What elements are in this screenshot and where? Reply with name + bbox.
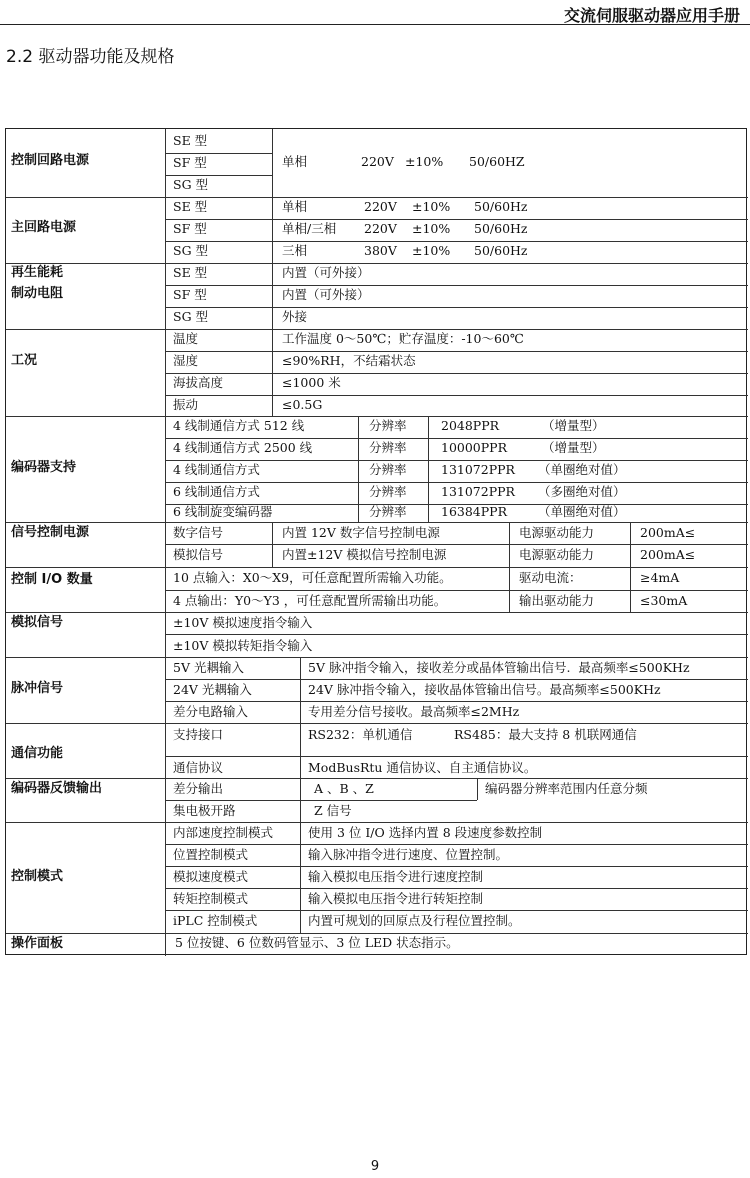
table-rule-v <box>272 329 273 416</box>
table-cell: 16384PPR <box>441 504 507 519</box>
table-cell: 2048PPR <box>441 418 500 433</box>
table-cell: iPLC 控制模式 <box>173 913 258 928</box>
table-rule-v <box>165 129 166 956</box>
table-cell: 电源驱动能力 <box>519 525 595 540</box>
table-cell: 380V <box>364 243 397 258</box>
table-cell: 电源驱动能力 <box>519 547 595 562</box>
table-rule-h <box>6 723 748 724</box>
table-cell: 分辨率 <box>369 440 407 455</box>
table-cell: 内置±12V 模拟信号控制电源 <box>282 547 447 562</box>
table-cell: 5V 脉冲指令输入，接收差分或晶体管输出信号. 最高频率≤500KHz <box>308 660 690 675</box>
table-cell: 分辨率 <box>369 418 407 433</box>
table-rule-h <box>6 416 748 417</box>
table-cell: 50/60Hz <box>474 199 528 214</box>
table-cell: SF 型 <box>173 221 207 236</box>
page-header <box>0 0 750 25</box>
table-rule-h <box>165 438 748 439</box>
table-rule-h <box>165 866 748 867</box>
manual-title: 交流伺服驱动器应用手册 <box>563 6 740 25</box>
table-cell: 单相 <box>282 154 308 169</box>
table-rule-h <box>165 307 748 308</box>
table-rule-h <box>165 888 748 889</box>
table-cell: 振动 <box>173 397 199 412</box>
table-cell: SF 型 <box>173 287 207 302</box>
table-rule-v <box>272 129 273 329</box>
table-cell: 10 点输入：X0～X9，可任意配置所需输入功能。 <box>173 570 452 585</box>
table-cell: 单相/三相 <box>282 221 337 236</box>
table-cell: 24V 脉冲指令输入，接收晶体管输出信号。最高频率≤500KHz <box>308 682 661 697</box>
table-cell: 支持接口 <box>173 727 224 742</box>
table-rule-h <box>165 679 748 680</box>
section-title: 2.2 驱动器功能及规格 <box>6 47 175 67</box>
table-rule-h <box>165 241 748 242</box>
table-cell: （多圈绝对值） <box>538 484 626 499</box>
table-cell: RS485：最大支持 8 机联网通信 <box>454 727 637 742</box>
table-cell: 单相 <box>282 199 308 214</box>
table-rule-h <box>165 701 748 702</box>
table-cell: 位置控制模式 <box>173 847 249 862</box>
table-cell: 使用 3 位 I/O 选择内置 8 段速度参数控制 <box>308 825 543 840</box>
table-cell: 输入脉冲指令进行速度、位置控制。 <box>308 847 509 862</box>
table-cell: （增量型） <box>542 418 605 433</box>
table-rule-h <box>165 756 748 757</box>
category-label: 信号控制电源 <box>11 525 90 540</box>
table-cell: SG 型 <box>173 243 209 258</box>
table-rule-v <box>272 522 273 567</box>
category-label: 控制回路电源 <box>11 153 90 168</box>
category-label: 工况 <box>11 353 38 368</box>
table-cell: 4 线制通信方式 <box>173 462 260 477</box>
table-rule-h <box>165 544 748 545</box>
table-rule-h <box>6 197 748 198</box>
table-rule-v <box>630 567 631 612</box>
table-cell: 4 点输出：Y0～Y3 ，可任意配置所需输出功能。 <box>173 593 447 608</box>
table-cell: 分辨率 <box>369 462 407 477</box>
table-cell: 海拔高度 <box>173 375 224 390</box>
table-cell: 10000PPR <box>441 440 507 455</box>
table-rule-h <box>165 634 748 635</box>
table-cell: ±10% <box>412 199 451 214</box>
table-cell: 5 位按键、6 位数码管显示、3 位 LED 状态指示。 <box>175 935 459 950</box>
table-cell: 输出驱动能力 <box>519 593 595 608</box>
table-cell: 131072PPR <box>441 462 515 477</box>
table-cell: 外接 <box>282 309 308 324</box>
table-cell: 湿度 <box>173 353 199 368</box>
table-rule-v <box>509 567 510 612</box>
table-cell: 输入模拟电压指令进行转矩控制 <box>308 891 484 906</box>
table-rule-h <box>165 482 748 483</box>
table-rule-h <box>6 778 748 779</box>
table-rule-h <box>165 351 748 352</box>
table-cell: 分辨率 <box>369 504 407 519</box>
table-rule-v <box>428 416 429 522</box>
table-cell: 200mA≤ <box>640 547 696 562</box>
table-cell: 内部速度控制模式 <box>173 825 274 840</box>
table-cell: SG 型 <box>173 309 209 324</box>
table-rule-h <box>6 567 748 568</box>
table-cell: ±10V 模拟转矩指令输入 <box>173 638 313 653</box>
table-cell: 5V 光耦输入 <box>173 660 244 675</box>
table-rule-h <box>6 612 748 613</box>
table-rule-h <box>165 395 748 396</box>
table-rule-h <box>6 657 748 658</box>
table-cell: SF 型 <box>173 155 207 170</box>
table-cell: ≤0.5G <box>282 397 323 412</box>
table-rule-h <box>165 910 748 911</box>
category-label: 编码器支持 <box>11 460 77 475</box>
table-cell: 转矩控制模式 <box>173 891 249 906</box>
table-cell: 131072PPR <box>441 484 515 499</box>
table-cell: 模拟信号 <box>173 547 224 562</box>
category-label: 控制 I/O 数量 <box>11 572 93 587</box>
table-rule-h <box>6 263 748 264</box>
table-rule-h <box>165 175 272 176</box>
table-rule-h <box>6 822 748 823</box>
table-rule-v <box>300 822 301 933</box>
table-cell: 内置（可外接） <box>282 287 370 302</box>
table-cell: 模拟速度模式 <box>173 869 249 884</box>
table-cell: 50/60Hz <box>474 243 528 258</box>
table-cell: 220V <box>364 221 397 236</box>
table-cell: 220V <box>364 199 397 214</box>
table-rule-h <box>6 933 748 934</box>
table-rule-v <box>300 778 301 822</box>
category-label: 脉冲信号 <box>11 681 64 696</box>
table-cell: 差分输出 <box>173 781 224 796</box>
category-label: 主回路电源 <box>11 220 77 235</box>
table-cell: 编码器分辨率范围内任意分频 <box>485 781 648 796</box>
table-cell: A 、B 、Z <box>314 781 374 796</box>
table-cell: 内置可规划的回原点及行程位置控制。 <box>308 913 521 928</box>
table-cell: （单圈绝对值） <box>538 462 626 477</box>
table-rule-v <box>477 778 478 800</box>
table-cell: ±10% <box>412 243 451 258</box>
table-cell: 专用差分信号接收。最高频率≤2MHz <box>308 704 520 719</box>
table-cell: 220V <box>361 154 394 169</box>
table-cell: 工作温度 0～50℃；贮存温度：-10～60℃ <box>282 331 524 346</box>
table-cell: 温度 <box>173 331 199 346</box>
table-cell: 输入模拟电压指令进行速度控制 <box>308 869 484 884</box>
table-cell: 24V 光耦输入 <box>173 682 252 697</box>
table-cell: 分辨率 <box>369 484 407 499</box>
table-cell: （单圈绝对值） <box>538 504 626 519</box>
table-rule-v <box>300 723 301 778</box>
table-rule-h <box>165 285 748 286</box>
table-cell: （增量型） <box>542 440 605 455</box>
table-cell: 通信协议 <box>173 760 224 775</box>
table-cell: Z 信号 <box>314 803 352 818</box>
table-rule-h <box>165 373 748 374</box>
category-label: 制动电阻 <box>11 286 64 301</box>
category-label: 控制模式 <box>11 869 64 884</box>
table-cell: RS232：单机通信 <box>308 727 413 742</box>
table-cell: 差分电路输入 <box>173 704 249 719</box>
table-rule-v <box>300 657 301 723</box>
category-label: 模拟信号 <box>11 615 64 630</box>
table-cell: 200mA≤ <box>640 525 696 540</box>
table-cell: ≤1000 米 <box>282 375 341 390</box>
table-cell: 驱动电流： <box>519 570 582 585</box>
table-cell: SE 型 <box>173 199 208 214</box>
table-rule-h <box>165 844 748 845</box>
table-rule-h <box>165 219 748 220</box>
table-rule-h <box>6 329 748 330</box>
table-cell: ±10% <box>405 154 444 169</box>
table-cell: ≤30mA <box>640 593 688 608</box>
page-number: 9 <box>370 1159 380 1174</box>
table-rule-v <box>509 522 510 567</box>
table-cell: 6 线制旋变编码器 <box>173 504 273 519</box>
table-cell: 集电极开路 <box>173 803 236 818</box>
table-cell: ≤90%RH，不结霜状态 <box>282 353 416 368</box>
table-cell: SE 型 <box>173 133 208 148</box>
table-cell: ModBusRtu 通信协议、自主通信协议。 <box>308 760 537 775</box>
category-label: 操作面板 <box>11 936 64 951</box>
category-label: 编码器反馈输出 <box>11 781 103 796</box>
category-label: 再生能耗 <box>11 265 64 280</box>
table-rule-v <box>358 416 359 522</box>
table-cell: 4 线制通信方式 2500 线 <box>173 440 313 455</box>
table-cell: 4 线制通信方式 512 线 <box>173 418 305 433</box>
table-cell: 50/60HZ <box>469 154 525 169</box>
table-cell: 三相 <box>282 243 308 258</box>
table-rule-h <box>165 460 748 461</box>
table-rule-h <box>165 153 272 154</box>
table-cell: 内置（可外接） <box>282 265 370 280</box>
table-cell: SE 型 <box>173 265 208 280</box>
table-cell: 内置 12V 数字信号控制电源 <box>282 525 440 540</box>
table-rule-h <box>165 800 477 801</box>
table-cell: 数字信号 <box>173 525 224 540</box>
table-rule-h <box>165 590 748 591</box>
table-rule-v <box>630 522 631 567</box>
table-cell: ≥4mA <box>640 570 680 585</box>
spec-table <box>5 128 747 955</box>
table-cell: 6 线制通信方式 <box>173 484 260 499</box>
table-cell: SG 型 <box>173 177 209 192</box>
table-cell: 50/60Hz <box>474 221 528 236</box>
table-cell: ±10% <box>412 221 451 236</box>
table-rule-h <box>6 522 748 523</box>
table-cell: ±10V 模拟速度指令输入 <box>173 615 313 630</box>
category-label: 通信功能 <box>11 746 64 761</box>
